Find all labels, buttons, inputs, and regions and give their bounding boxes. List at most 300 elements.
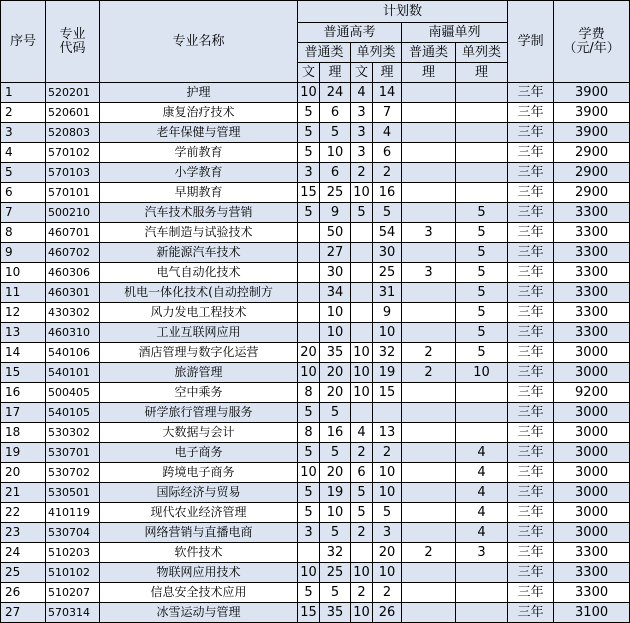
major-name: 酒店管理与数字化运营 xyxy=(100,343,298,363)
nanjiang-single-li-count: 3 xyxy=(456,543,508,563)
nanjiang-regular-li-count xyxy=(402,503,456,523)
nanjiang-regular-li-count: 3 xyxy=(402,263,456,283)
major-name: 风力发电工程技术 xyxy=(100,303,298,323)
regular-li-count: 32 xyxy=(320,543,351,563)
row-index: 14 xyxy=(1,343,46,363)
nanjiang-single-li-count xyxy=(456,123,508,143)
table-row xyxy=(1,383,630,403)
row-index: 24 xyxy=(1,543,46,563)
table-row xyxy=(1,463,630,483)
single-wen-count: 2 xyxy=(351,583,373,603)
regular-wen-count: 5 xyxy=(298,483,320,503)
plan-header: 计划数 xyxy=(298,1,508,23)
nanjiang-regular-li-count xyxy=(402,283,456,303)
table-row xyxy=(1,503,630,523)
major-name: 电子商务 xyxy=(100,443,298,463)
nanjiang-regular-li-count: 2 xyxy=(402,363,456,383)
regular-wen-count: 8 xyxy=(298,383,320,403)
seq-header: 序号 xyxy=(1,1,46,83)
tuition-fee: 3300 xyxy=(554,583,630,603)
single-li-count: 14 xyxy=(373,83,402,103)
regular-wen-count: 5 xyxy=(298,403,320,423)
regular-wen-count: 5 xyxy=(298,103,320,123)
major-name: 冰雪运动与管理 xyxy=(100,603,298,623)
single-wen-count xyxy=(351,543,373,563)
regular-li-count: 16 xyxy=(320,423,351,443)
single-li-count: 2 xyxy=(373,443,402,463)
regular-li-count: 5 xyxy=(320,583,351,603)
major-code: 510102 xyxy=(46,563,100,583)
regular-li-count: 20 xyxy=(320,463,351,483)
row-index: 21 xyxy=(1,483,46,503)
study-years: 三年 xyxy=(508,203,554,223)
nanjiang-single-li-count: 4 xyxy=(456,483,508,503)
tuition-fee: 3000 xyxy=(554,463,630,483)
regular-wen-count: 5 xyxy=(298,143,320,163)
nanjiang-single-li-count: 5 xyxy=(456,303,508,323)
nanjiang-single-li-count xyxy=(456,163,508,183)
table-row xyxy=(1,343,630,363)
table-row xyxy=(1,583,630,603)
nanjiang-regular-li-count xyxy=(402,463,456,483)
single-li-count: 2 xyxy=(373,583,402,603)
single-wen-count xyxy=(351,303,373,323)
regular-wen-count: 10 xyxy=(298,83,320,103)
tuition-fee: 3900 xyxy=(554,83,630,103)
tuition-fee: 3300 xyxy=(554,223,630,243)
nanjiang-regular-type-header: 普通类 xyxy=(402,43,456,63)
tuition-fee: 3300 xyxy=(554,203,630,223)
major-name: 跨境电子商务 xyxy=(100,463,298,483)
regular-wen-count xyxy=(298,223,320,243)
nanjiang-regular-li-count xyxy=(402,123,456,143)
table-row xyxy=(1,603,630,623)
row-index: 20 xyxy=(1,463,46,483)
major-code: 540105 xyxy=(46,403,100,423)
row-index: 22 xyxy=(1,503,46,523)
regular-wen-count: 3 xyxy=(298,163,320,183)
regular-li-header: 理 xyxy=(320,63,351,83)
regular-li-count: 5 xyxy=(320,523,351,543)
nanjiang-single-li-count xyxy=(456,403,508,423)
nanjiang-regular-li-count xyxy=(402,583,456,603)
row-index: 3 xyxy=(1,123,46,143)
single-li-count: 10 xyxy=(373,563,402,583)
regular-wen-count xyxy=(298,263,320,283)
row-index: 16 xyxy=(1,383,46,403)
major-name: 电气自动化技术 xyxy=(100,263,298,283)
single-li-count: 4 xyxy=(373,123,402,143)
study-years: 三年 xyxy=(508,423,554,443)
major-code: 530302 xyxy=(46,423,100,443)
nanjiang-regular-li-count xyxy=(402,243,456,263)
table-body xyxy=(1,83,630,623)
nanjiang-regular-li-count xyxy=(402,483,456,503)
nanjiang-single-li-count xyxy=(456,583,508,603)
major-name: 汽车技术服务与营销 xyxy=(100,203,298,223)
fee-header: 学费 （元/年） xyxy=(554,1,630,83)
row-index: 1 xyxy=(1,83,46,103)
single-li-count xyxy=(373,403,402,423)
single-wen-count: 10 xyxy=(351,183,373,203)
study-years: 三年 xyxy=(508,403,554,423)
row-index: 13 xyxy=(1,323,46,343)
nanjiang-regular-li-count xyxy=(402,383,456,403)
nanjiang-single-li-header: 理 xyxy=(456,63,508,83)
regular-li-count: 5 xyxy=(320,403,351,423)
nanjiang-regular-li-count xyxy=(402,603,456,623)
regular-li-count: 5 xyxy=(320,123,351,143)
single-wen-count: 10 xyxy=(351,383,373,403)
major-code: 530501 xyxy=(46,483,100,503)
code-header: 专业 代码 xyxy=(46,1,100,83)
single-li-count: 7 xyxy=(373,103,402,123)
regular-li-count: 50 xyxy=(320,223,351,243)
single-wen-count xyxy=(351,243,373,263)
regular-type-header: 普通类 xyxy=(298,43,351,63)
single-wen-count: 5 xyxy=(351,203,373,223)
major-code: 500405 xyxy=(46,383,100,403)
single-li-count: 5 xyxy=(373,203,402,223)
single-li-count: 13 xyxy=(373,423,402,443)
row-index: 19 xyxy=(1,443,46,463)
study-years: 三年 xyxy=(508,463,554,483)
regular-wen-count: 10 xyxy=(298,463,320,483)
nanjiang-single-li-count: 5 xyxy=(456,223,508,243)
study-years: 三年 xyxy=(508,503,554,523)
tuition-fee: 2900 xyxy=(554,163,630,183)
nanjiang-regular-li-count xyxy=(402,303,456,323)
single-li-count: 6 xyxy=(373,143,402,163)
regular-wen-count xyxy=(298,543,320,563)
regular-li-count: 25 xyxy=(320,183,351,203)
nanjiang-regular-li-count xyxy=(402,423,456,443)
row-index: 26 xyxy=(1,583,46,603)
single-li-count: 5 xyxy=(373,503,402,523)
major-code: 530704 xyxy=(46,523,100,543)
tuition-fee: 3900 xyxy=(554,103,630,123)
row-index: 5 xyxy=(1,163,46,183)
single-wen-count xyxy=(351,223,373,243)
row-index: 25 xyxy=(1,563,46,583)
major-code: 510207 xyxy=(46,583,100,603)
major-code: 520803 xyxy=(46,123,100,143)
nanjiang-single-li-count xyxy=(456,183,508,203)
table-row xyxy=(1,83,630,103)
table-row xyxy=(1,123,630,143)
regular-li-count: 9 xyxy=(320,203,351,223)
nanjiang-regular-li-count xyxy=(402,183,456,203)
major-name: 国际经济与贸易 xyxy=(100,483,298,503)
regular-wen-count: 10 xyxy=(298,563,320,583)
row-index: 6 xyxy=(1,183,46,203)
single-li-count: 19 xyxy=(373,363,402,383)
tuition-fee: 3000 xyxy=(554,403,630,423)
regular-li-count: 27 xyxy=(320,243,351,263)
tuition-fee: 3300 xyxy=(554,323,630,343)
single-wen-count: 2 xyxy=(351,523,373,543)
study-years: 三年 xyxy=(508,383,554,403)
single-li-count: 54 xyxy=(373,223,402,243)
nanjiang-regular-li-count: 3 xyxy=(402,223,456,243)
row-index: 15 xyxy=(1,363,46,383)
nanjiang-single-li-count: 5 xyxy=(456,343,508,363)
regular-wen-header: 文 xyxy=(298,63,320,83)
regular-wen-count xyxy=(298,243,320,263)
study-years: 三年 xyxy=(508,163,554,183)
study-years: 三年 xyxy=(508,483,554,503)
regular-wen-count: 3 xyxy=(298,523,320,543)
row-index: 2 xyxy=(1,103,46,123)
major-name: 老年保健与管理 xyxy=(100,123,298,143)
regular-li-count: 6 xyxy=(320,103,351,123)
study-years: 三年 xyxy=(508,343,554,363)
tuition-fee: 3300 xyxy=(554,563,630,583)
study-years: 三年 xyxy=(508,183,554,203)
single-li-count: 31 xyxy=(373,283,402,303)
nanjiang-single-li-count xyxy=(456,603,508,623)
regular-wen-count: 15 xyxy=(298,183,320,203)
major-name: 软件技术 xyxy=(100,543,298,563)
major-name: 汽车制造与试验技术 xyxy=(100,223,298,243)
major-name: 大数据与会计 xyxy=(100,423,298,443)
regular-wen-count: 5 xyxy=(298,503,320,523)
nanjiang-single-li-count: 4 xyxy=(456,463,508,483)
study-years: 三年 xyxy=(508,443,554,463)
single-li-count: 9 xyxy=(373,303,402,323)
study-years: 三年 xyxy=(508,583,554,603)
study-years: 三年 xyxy=(508,523,554,543)
nanjiang-single-li-count xyxy=(456,83,508,103)
single-wen-count: 3 xyxy=(351,103,373,123)
single-li-count: 30 xyxy=(373,243,402,263)
regular-li-count: 35 xyxy=(320,603,351,623)
study-years: 三年 xyxy=(508,543,554,563)
study-years: 三年 xyxy=(508,563,554,583)
tuition-fee: 9200 xyxy=(554,383,630,403)
study-years: 三年 xyxy=(508,363,554,383)
nanjiang-regular-li-count xyxy=(402,443,456,463)
single-wen-count xyxy=(351,263,373,283)
major-code: 570101 xyxy=(46,183,100,203)
major-code: 510203 xyxy=(46,543,100,563)
row-index: 12 xyxy=(1,303,46,323)
table-row xyxy=(1,263,630,283)
single-wen-count: 10 xyxy=(351,603,373,623)
single-wen-count: 10 xyxy=(351,363,373,383)
table-row xyxy=(1,483,630,503)
single-wen-count: 3 xyxy=(351,143,373,163)
nanjiang-header: 南疆单列 xyxy=(402,23,508,43)
study-years: 三年 xyxy=(508,303,554,323)
tuition-fee: 3000 xyxy=(554,363,630,383)
regular-li-count: 25 xyxy=(320,563,351,583)
nanjiang-regular-li-count xyxy=(402,103,456,123)
tuition-fee: 3000 xyxy=(554,523,630,543)
single-li-count: 10 xyxy=(373,323,402,343)
single-li-count: 10 xyxy=(373,463,402,483)
nanjiang-single-li-count: 5 xyxy=(456,323,508,343)
regular-li-count: 6 xyxy=(320,163,351,183)
single-wen-count: 5 xyxy=(351,503,373,523)
table-row xyxy=(1,203,630,223)
study-years: 三年 xyxy=(508,323,554,343)
table-row xyxy=(1,363,630,383)
regular-wen-count: 20 xyxy=(298,343,320,363)
single-wen-count: 3 xyxy=(351,123,373,143)
tuition-fee: 3100 xyxy=(554,603,630,623)
single-wen-count: 2 xyxy=(351,443,373,463)
nanjiang-single-li-count xyxy=(456,423,508,443)
table-row xyxy=(1,523,630,543)
single-wen-count xyxy=(351,323,373,343)
regular-li-count: 35 xyxy=(320,343,351,363)
regular-wen-count: 15 xyxy=(298,603,320,623)
nanjiang-regular-li-count xyxy=(402,563,456,583)
nanjiang-single-li-count: 5 xyxy=(456,203,508,223)
tuition-fee: 3000 xyxy=(554,443,630,463)
tuition-fee: 2900 xyxy=(554,183,630,203)
tuition-fee: 3300 xyxy=(554,243,630,263)
single-li-count: 25 xyxy=(373,263,402,283)
regular-wen-count: 10 xyxy=(298,363,320,383)
nanjiang-single-li-count: 4 xyxy=(456,523,508,543)
study-years: 三年 xyxy=(508,283,554,303)
nanjiang-single-type-header: 单列类 xyxy=(456,43,508,63)
nanjiang-single-li-count: 4 xyxy=(456,503,508,523)
single-type-header: 单列类 xyxy=(351,43,402,63)
tuition-fee: 3900 xyxy=(554,123,630,143)
major-code: 460306 xyxy=(46,263,100,283)
major-name: 小学教育 xyxy=(100,163,298,183)
major-code: 540101 xyxy=(46,363,100,383)
table-row xyxy=(1,403,630,423)
table-row xyxy=(1,443,630,463)
single-wen-count xyxy=(351,403,373,423)
row-index: 27 xyxy=(1,603,46,623)
tuition-fee: 3300 xyxy=(554,263,630,283)
single-wen-count xyxy=(351,283,373,303)
single-li-count: 20 xyxy=(373,543,402,563)
regular-li-count: 30 xyxy=(320,263,351,283)
major-code: 460702 xyxy=(46,243,100,263)
regular-li-count: 10 xyxy=(320,303,351,323)
major-code: 410119 xyxy=(46,503,100,523)
table-row xyxy=(1,283,630,303)
regular-li-count: 19 xyxy=(320,483,351,503)
major-name: 旅游管理 xyxy=(100,363,298,383)
system-header: 学制 xyxy=(508,1,554,83)
table-row xyxy=(1,163,630,183)
major-code: 530702 xyxy=(46,463,100,483)
single-li-count: 26 xyxy=(373,603,402,623)
study-years: 三年 xyxy=(508,123,554,143)
single-li-count: 32 xyxy=(373,343,402,363)
nanjiang-single-li-count: 4 xyxy=(456,443,508,463)
nanjiang-regular-li-count xyxy=(402,163,456,183)
row-index: 11 xyxy=(1,283,46,303)
regular-li-count: 24 xyxy=(320,83,351,103)
nanjiang-single-li-count xyxy=(456,563,508,583)
nanjiang-regular-li-count: 2 xyxy=(402,543,456,563)
row-index: 17 xyxy=(1,403,46,423)
tuition-fee: 3000 xyxy=(554,343,630,363)
major-code: 570103 xyxy=(46,163,100,183)
single-wen-count: 4 xyxy=(351,423,373,443)
nanjiang-regular-li-count: 2 xyxy=(402,343,456,363)
table-row xyxy=(1,183,630,203)
single-wen-header: 文 xyxy=(351,63,373,83)
major-name: 康复治疗技术 xyxy=(100,103,298,123)
major-code: 570314 xyxy=(46,603,100,623)
major-code: 460310 xyxy=(46,323,100,343)
tuition-fee: 3000 xyxy=(554,423,630,443)
major-name: 信息安全技术应用 xyxy=(100,583,298,603)
major-code: 570102 xyxy=(46,143,100,163)
regular-wen-count: 5 xyxy=(298,583,320,603)
regular-wen-count: 5 xyxy=(298,123,320,143)
regular-wen-count xyxy=(298,283,320,303)
nanjiang-regular-li-count xyxy=(402,323,456,343)
tuition-fee: 3300 xyxy=(554,543,630,563)
major-name: 研学旅行管理与服务 xyxy=(100,403,298,423)
regular-wen-count xyxy=(298,303,320,323)
row-index: 23 xyxy=(1,523,46,543)
row-index: 18 xyxy=(1,423,46,443)
regular-wen-count: 5 xyxy=(298,443,320,463)
regular-li-count: 34 xyxy=(320,283,351,303)
table-row xyxy=(1,543,630,563)
regular-li-count: 5 xyxy=(320,443,351,463)
study-years: 三年 xyxy=(508,243,554,263)
study-years: 三年 xyxy=(508,603,554,623)
nanjiang-single-li-count xyxy=(456,143,508,163)
study-years: 三年 xyxy=(508,263,554,283)
single-wen-count: 2 xyxy=(351,163,373,183)
regular-exam-header: 普通高考 xyxy=(298,23,402,43)
regular-wen-count: 5 xyxy=(298,203,320,223)
table-row xyxy=(1,423,630,443)
study-years: 三年 xyxy=(508,83,554,103)
major-code: 460301 xyxy=(46,283,100,303)
major-code: 540106 xyxy=(46,343,100,363)
major-code: 520201 xyxy=(46,83,100,103)
row-index: 8 xyxy=(1,223,46,243)
single-li-count: 16 xyxy=(373,183,402,203)
table-row xyxy=(1,223,630,243)
nanjiang-regular-li-count xyxy=(402,83,456,103)
single-wen-count: 10 xyxy=(351,563,373,583)
major-code: 530701 xyxy=(46,443,100,463)
single-wen-count: 6 xyxy=(351,463,373,483)
tuition-fee: 3000 xyxy=(554,503,630,523)
major-name: 早期教育 xyxy=(100,183,298,203)
regular-wen-count xyxy=(298,323,320,343)
study-years: 三年 xyxy=(508,223,554,243)
nanjiang-single-li-count xyxy=(456,383,508,403)
header-row-1 xyxy=(1,1,630,23)
major-name: 物联网应用技术 xyxy=(100,563,298,583)
single-li-count: 15 xyxy=(373,383,402,403)
nanjiang-regular-li-header: 理 xyxy=(402,63,456,83)
row-index: 10 xyxy=(1,263,46,283)
table-row xyxy=(1,303,630,323)
regular-li-count: 20 xyxy=(320,383,351,403)
table-row xyxy=(1,103,630,123)
single-li-count: 3 xyxy=(373,523,402,543)
tuition-fee: 3000 xyxy=(554,483,630,503)
major-code: 500210 xyxy=(46,203,100,223)
